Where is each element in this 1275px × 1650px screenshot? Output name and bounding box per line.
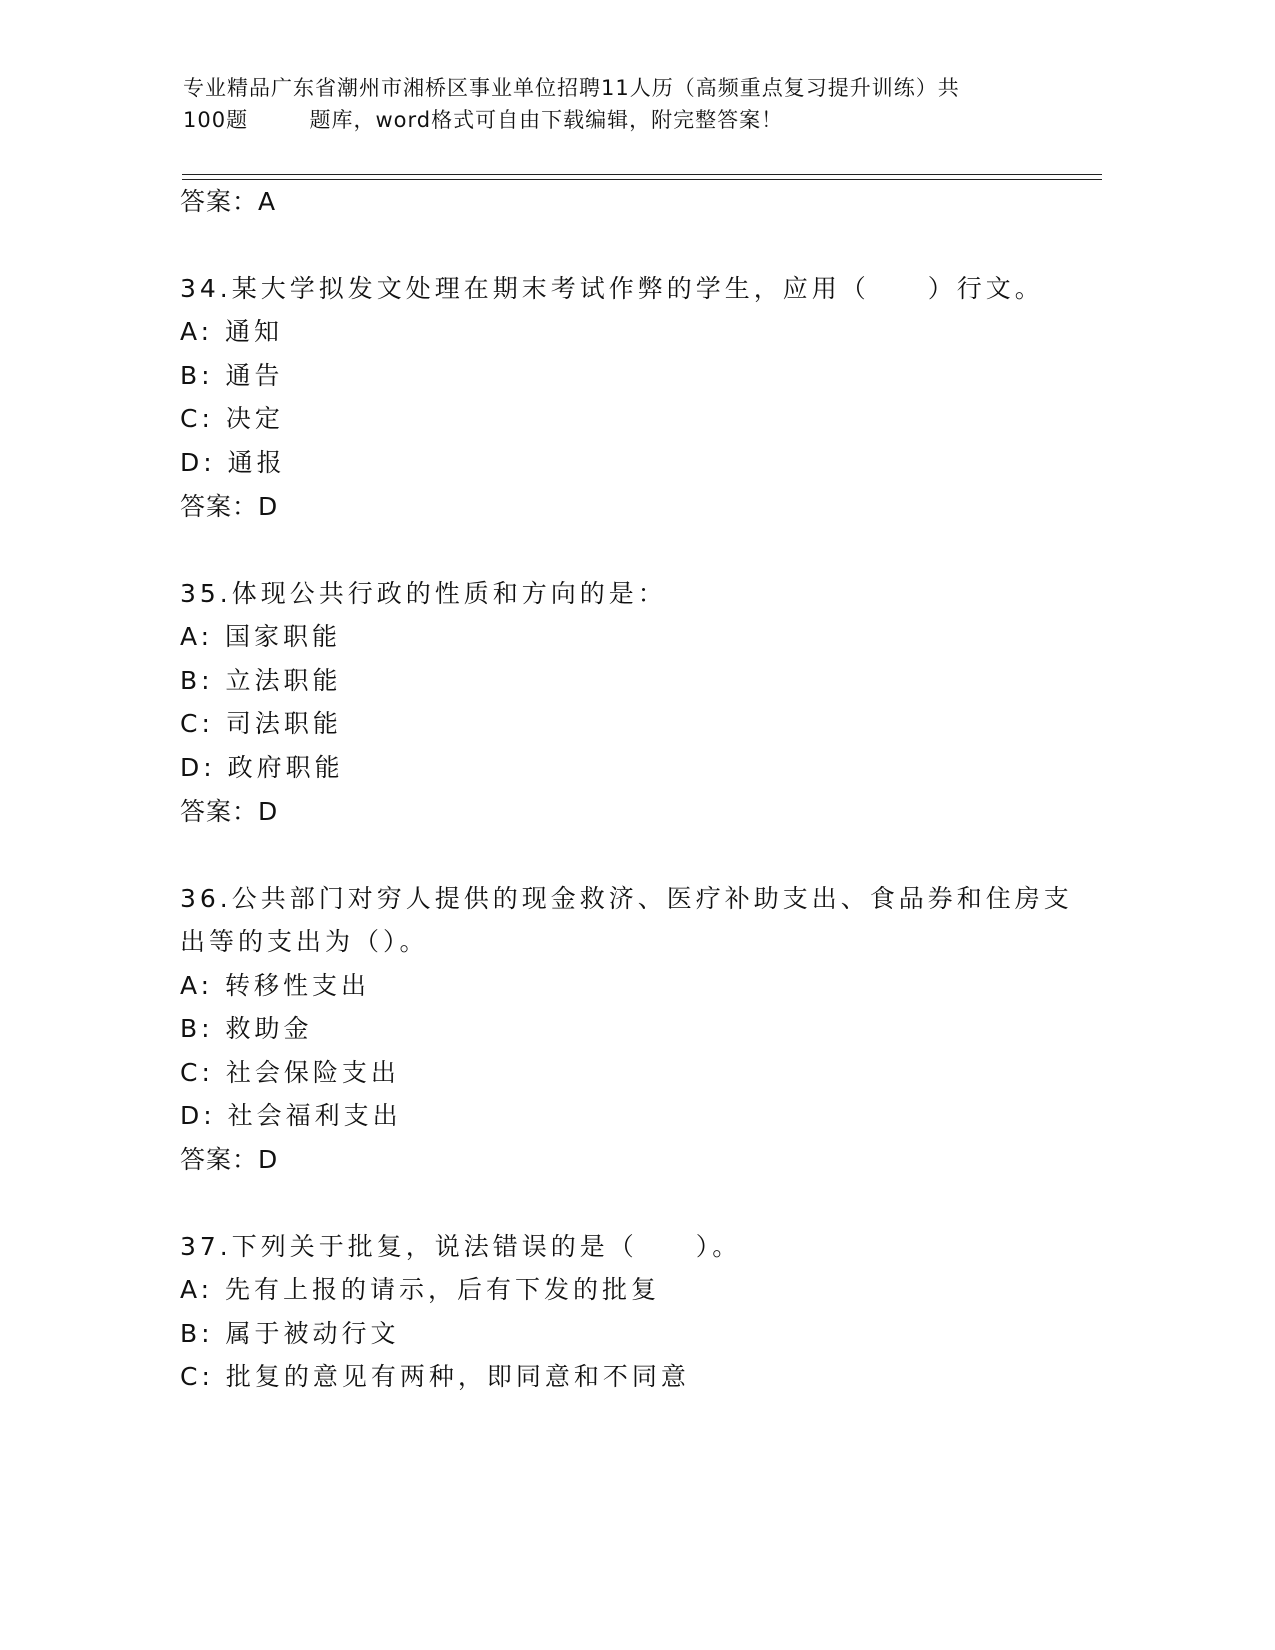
question-35-answer: 答案：D (180, 797, 279, 826)
question-34-option-c: C: 决定 (180, 404, 284, 433)
question-34-option-a: A: 通知 (180, 317, 284, 346)
question-36-option-b: B: 救助金 (180, 1014, 313, 1043)
question-36-stem: 36.公共部门对穷人提供的现金救济、医疗补助支出、食品券和住房支 (180, 884, 1073, 913)
previous-answer: 答案：A (180, 187, 277, 216)
question-35-option-b: B: 立法职能 (180, 666, 342, 695)
question-34-stem: 34.某大学拟发文处理在期末考试作弊的学生，应用（ ）行文。 (180, 274, 1044, 303)
question-34-answer: 答案：D (180, 492, 279, 521)
header-divider-top (182, 174, 1102, 175)
question-37-option-a: A: 先有上报的请示，后有下发的批复 (180, 1275, 661, 1304)
question-35-option-d: D: 政府职能 (180, 753, 344, 782)
question-35-option-c: C: 司法职能 (180, 709, 342, 738)
question-37-option-c: C: 批复的意见有两种，即同意和不同意 (180, 1362, 690, 1391)
page-header (183, 72, 1103, 136)
header-line-2: 100题 题库，word格式可自由下载编辑，附完整答案！ (183, 108, 784, 132)
header-divider-bottom (182, 179, 1102, 180)
header-line-1: 专业精品广东省潮州市湘桥区事业单位招聘11人历（高频重点复习提升训练）共 (183, 76, 960, 100)
question-37-stem: 37.下列关于批复，说法错误的是（ ）。 (180, 1232, 742, 1261)
question-35-option-a: A: 国家职能 (180, 622, 342, 651)
question-36-option-d: D: 社会福利支出 (180, 1101, 402, 1130)
question-36-option-c: C: 社会保险支出 (180, 1058, 400, 1087)
question-35-stem: 35.体现公共行政的性质和方向的是： (180, 579, 667, 608)
question-36-stem-continued: 出等的支出为（）。 (180, 927, 429, 956)
question-37-option-b: B: 属于被动行文 (180, 1319, 400, 1348)
question-34-option-b: B: 通告 (180, 361, 284, 390)
question-34-option-d: D: 通报 (180, 448, 286, 477)
question-36-option-a: A: 转移性支出 (180, 971, 371, 1000)
question-36-answer: 答案：D (180, 1145, 279, 1174)
